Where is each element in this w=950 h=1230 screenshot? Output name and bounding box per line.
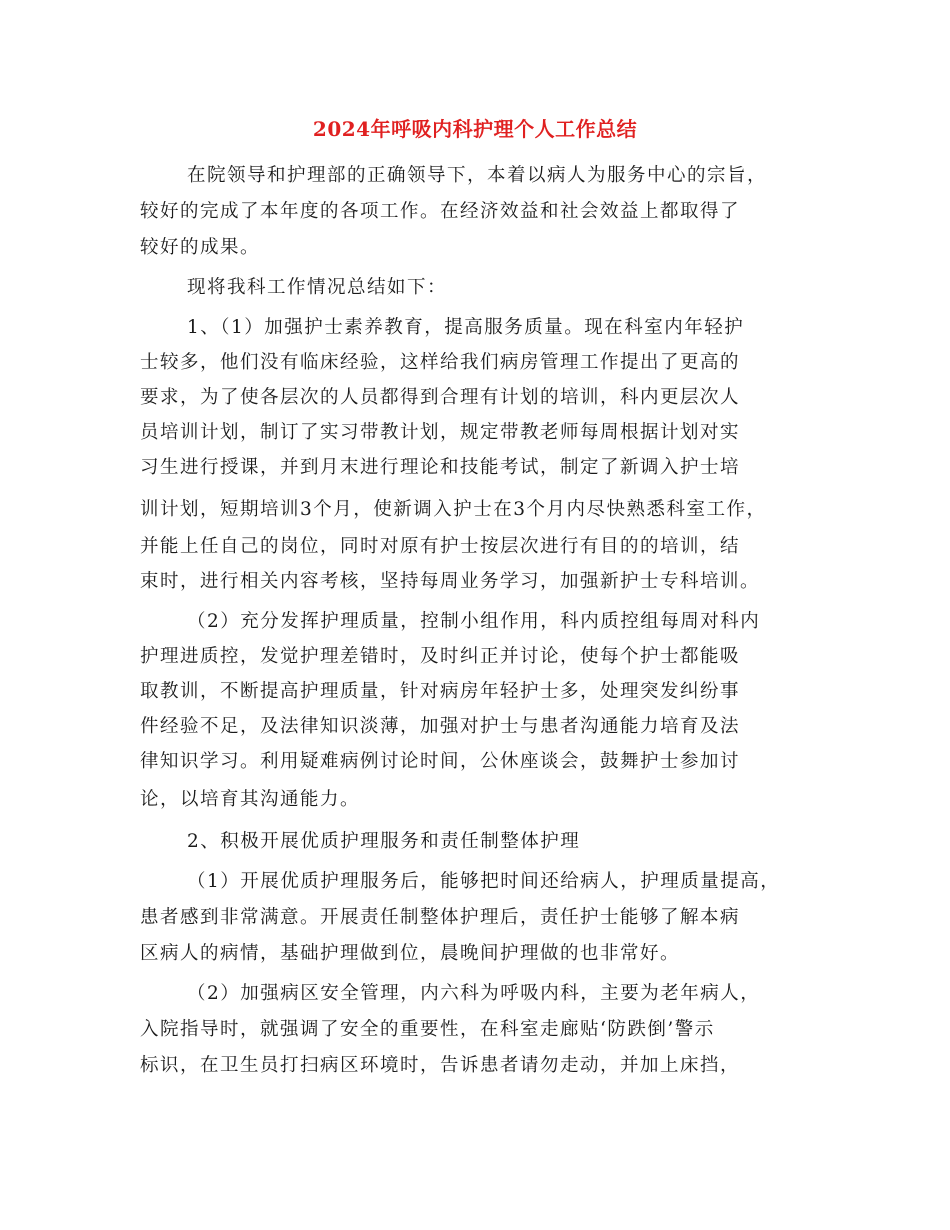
text-line: 并能上任自己的岗位，同时对原有护士按层次进行有目的的培训，结 [140, 536, 741, 557]
document-title: 2024年呼吸内科护理个人工作总结 [312, 117, 638, 141]
text-line: 取教训，不断提高护理质量，针对病房年轻护士多，处理突发纠纷事 [140, 681, 741, 702]
text-line: 束时，进行相关内容考核，坚持每周业务学习，加强新护士专科培训。 [140, 571, 761, 592]
text-line: 2、积极开展优质护理服务和责任制整体护理 [187, 831, 581, 852]
text-line: 员培训计划，制订了实习带教计划，规定带教老师每周根据计划对实 [140, 422, 741, 443]
text-line: 入院指导时，就强调了安全的重要性，在科室走廊贴‘防跌倒’警示 [140, 1019, 715, 1040]
text-line: （2）加强病区安全管理，内六科为呼吸内科，主要为老年病人， [187, 983, 761, 1004]
text-line: 要求，为了使各层次的人员都得到合理有计划的培训，科内更层次人 [140, 387, 741, 408]
text-line: 习生进行授课，并到月末进行理论和技能考试，制定了新调入护士培 [140, 457, 741, 478]
text-line: （2）充分发挥护理质量，控制小组作用，科内质控组每周对科内 [187, 611, 761, 632]
text-line: 患者感到非常满意。开展责任制整体护理后，责任护士能够了解本病 [140, 907, 741, 928]
text-line: 标识，在卫生员打扫病区环境时，告诉患者请勿走动，并加上床挡， [140, 1055, 741, 1076]
text-line: 护理进质控，发觉护理差错时，及时纠正并讨论，使每个护士都能吸 [140, 646, 741, 667]
text-line: 较好的完成了本年度的各项工作。在经济效益和社会效益上都取得了 [140, 201, 741, 222]
text-line: 1、（1）加强护士素养教育，提高服务质量。现在科室内年轻护 [187, 317, 745, 338]
text-line: （1）开展优质护理服务后，能够把时间还给病人，护理质量提高， [187, 871, 781, 892]
text-line: 律知识学习。利用疑难病例讨论时间，公休座谈会，鼓舞护士参加讨 [140, 751, 741, 772]
text-line: 较好的成果。 [140, 237, 261, 258]
text-line: 论，以培育其沟通能力。 [140, 789, 361, 810]
text-line: 在院领导和护理部的正确领导下，本着以病人为服务中心的宗旨， [187, 165, 768, 186]
text-line: 区病人的病情，基础护理做到位，晨晚间护理做的也非常好。 [140, 943, 681, 964]
text-line: 件经验不足，及法律知识淡薄，加强对护士与患者沟通能力培育及法 [140, 716, 741, 737]
text-line: 训计划，短期培训3个月，使新调入护士在3个月内尽快熟悉科室工作， [140, 499, 767, 520]
text-line: 现将我科工作情况总结如下： [187, 277, 448, 298]
text-line: 士较多，他们没有临床经验，这样给我们病房管理工作提出了更高的 [140, 352, 741, 373]
